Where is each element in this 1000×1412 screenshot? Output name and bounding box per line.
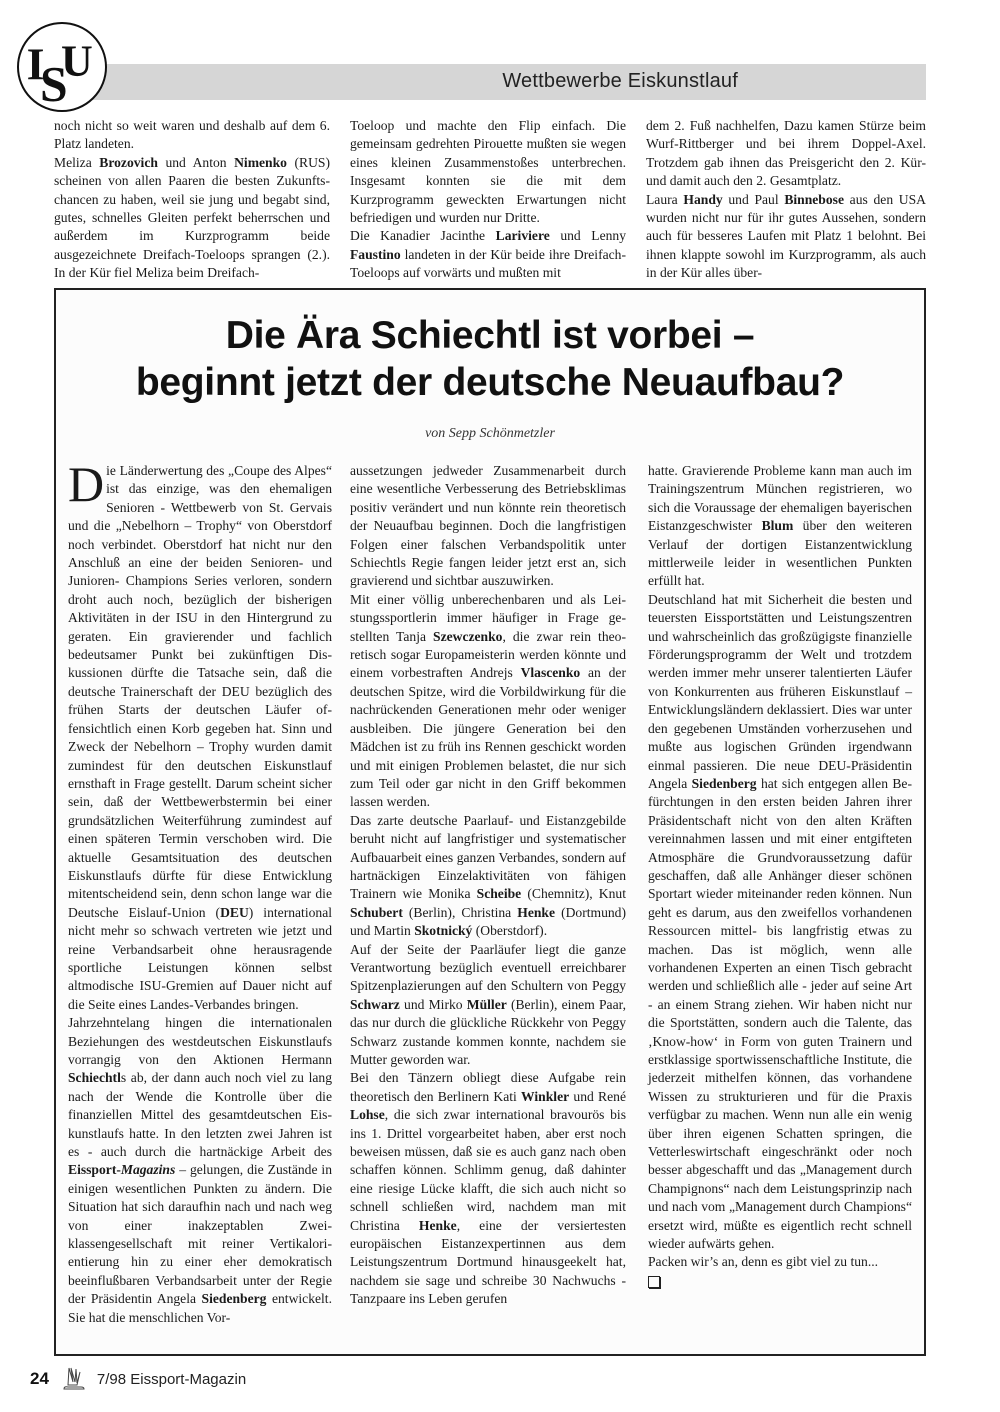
paragraph: hatte. Gravierende Probleme kann man auch im Trainingszentrum München registrieren, wo sich die Voraussage der ehemaligen bayerischen Eistanzgeschwister Blum über den weiteren Verlauf der dortigen Eistanzentwicklung mittlerweile leider in wesentlichen Punkten erfüllt hat.: [648, 463, 912, 589]
top-column-3: [646, 117, 926, 283]
section-header-bar: [62, 64, 926, 100]
paragraph: noch nicht so weit waren und deshalb auf dem 6. Platz landeten.: [54, 118, 330, 152]
paragraph: Deutschland hat mit Sicherheit die besten und teuersten Eissportstätten und Leistungszentren und wahrscheinlich das großzügigste finanzielle Förderungsprogramm der Welt und trotzdem werden immer mehr unserer talentierten Läufer von Konkurrenten aus früheren Eiskunstlauf – Entwicklungsländern deklassiert. Dies war unter den gegebenen Umständen vorherzusehen und mußte aus logischen Gründen irgendwann einmal passieren. Die neue DEU-Präsidentin Angela Siedenberg hat sich entgegen allen Befürchtungen in den ersten beiden Jahren ihrer Präsidentschaft nicht von den alten Kräften vereinnahmen lassen und mit einer entgifteten Atmosphäre die Grundvoraussetzung dafür geschaffen, daß alle Anhänger dieser schönen Sportart wieder miteinander reden können. Nun geht es darum, aus den zweifellos vorhandenen Ressourcen mittel- bis langfristig etwas zu machen. Das ist möglich, wenn alle vorhandenen Experten an einen Tisch gebracht werden und schließlich alle - jeder auf seine Art - an einem Strang ziehen. Wir haben nicht nur die Sportstätten, sondern auch die Talente, das ‚Know-how‘ in Form von guten Trainern und erstklassige sportwissenschaftliche Institute, die jederzeit mithelfen können, das vorhandene Wissen zu strukturieren und für die Praxis verfügbar zu machen. Wenn nun alle ein wenig über ihren eigenen Schatten springen, die Vetterleswirtschaft eingeschränkt oder noch besser abgeschafft und das „Management durch Champignons“ nach dem Leistungsprinzip nach und nach vom „Management durch Champions“ ersetzt wird, müßte es eigentlich recht schnell wieder aufwärts gehen.: [648, 591, 912, 1252]
previous-article-continuation: [54, 117, 926, 289]
article-column-1-body: [68, 456, 333, 1327]
article-column-2: [350, 462, 626, 1309]
article-box: [54, 288, 926, 1356]
article-column-3-body: [648, 462, 912, 1272]
paragraph: Jahrzehntelang hingen die internationalen Beziehungen des westdeutschen Eiskunstlaufs vorrangig von den Aktionen Hermann Schiechtls ab, der dann auch noch viel zu lang nach der Wende die Kontrolle über die finanziellen Mittel des gesamtdeutschen Eiskunstlaufs hatte. In den letzten zwei Jahren ist es - auch durch die hartnäckige Arbeit des Eissport-Magazins – gelungen, die Zustände in einigen wesentlichen Punkten zu ändern. Die Situation hat sich daraufhin nach und nach weg von einer inakzeptablen Zweiklassengesellschaft mit reiner Vertikalorientierung hin zu einer eher demokratisch beeinflußbaren Verbandsarbeit unter der Regie der Präsidentin Angela Siedenberg entwickelt. Sie hat die menschlichen Vor-: [68, 1015, 332, 1325]
paragraph: Packen wir’s an, denn es gibt viel zu tun...: [648, 1254, 879, 1270]
paragraph: ie Länderwertung des „Coupe des Alpes“ ist das einzige, was den ehemaligen Senioren - Wettbewerb von St. Gervais und die „Nebelhorn – Trophy“ von Oberstdorf noch verbindet. Oberstdorf hat nicht nur den Anschluß an eine der beiden Senioren- und Junioren- Champions Series verloren, sondern droht auch noch, bezüglich der bisherigen Aktivitäten in der ISU in den Hintergrund zu geraten. Ein gravierender und fachlich bedeutsamer Punkt bei zukünftigen Diskussionen dürfte die Tatsache sein, daß die deutsche Trainerschaft der DEU bezüglich des frühen Starts der deutschen Läufer offensichtlich einen Korb gegeben hat. Sinn und Zweck der Nebelhorn – Trophy wurden damit zumindest für den deutschen Eiskunstlauf ernsthaft in Frage gestellt. Darum scheint sicher sein, daß der Wettbewerbstermin bei einer grundsätzlichen Weiterführung zumindest auf einen späteren Termin verschoben wird. Die aktuelle Gesamtsituation des deutschen Eiskunstlaufs dürfte für diese Entwicklung mitentscheidend sein, denn schon lange war die Deutsche Eislauf-Union (DEU) international nicht mehr so schwach vertreten wie jetzt und reine Verbandsarbeit ohne herausragende sportliche Leistungen können selbst altmodische ISU-Gremien auf Dauer nicht auf die Seite eines Landes-Verbandes bringen.: [68, 463, 333, 1012]
article-byline: von Sepp Schönmetzler: [425, 426, 555, 441]
isu-logo-icon: [19, 24, 105, 110]
paragraph: aussetzungen jedweder Zusammenarbeit durch eine wesentliche Verbesserung des Betriebsklimas positiv verändert und nun könnte rein theoretisch der Neuaufbau beginnen. Doch die langfristigen Folgen einer falschen Verbandspolitik unter Schiechtls Regie fangen leider jetzt erst an, sich gravierend und sichtbar auszuwirken.: [350, 463, 626, 589]
section-title: Wettbewerbe Eiskunstlauf: [502, 70, 738, 92]
headline-line-1: Die Ära Schiechtl ist vorbei –: [225, 314, 755, 357]
headline-line-2: beginnt jetzt der deutsche Neuaufbau?: [135, 361, 845, 404]
paragraph: Bei den Tänzern obliegt diese Aufgabe rein theoretisch den Berlinern Kati Winkler und René Lohse, die sich zwar international bravourös bis ins 1. Drittel vorgearbeitet haben, aber erst noch beweisen müssen, daß sie es auch ganz nach oben schaffen können. Schlimm genug, daß dahinter eine riesige Lücke klafft, die sich auch nicht so schnell schließen wird, nachdem man mit Christina Henke, eine der versiertesten europäischen Eistanzexpertinnen aus dem Leistungszentrum Dortmund hinausgeekelt hat, nachdem sie sage und schreibe 30 Nachwuchs - Tanzpaare ins Leben gerufen: [350, 1070, 626, 1307]
article-column-3: [648, 462, 912, 1290]
paragraph: Die Kanadier Jacinthe Lariviere und Lenny Faustino landeten in der Kür beide ihre Dreifach-Toeloops auf vorwärts und mußten mit: [350, 228, 626, 281]
top-column-2: [350, 117, 626, 283]
issue-label: 7/98 Eissport-Magazin: [96, 1370, 247, 1388]
page-footer: [30, 1364, 246, 1394]
paragraph: Toeloop und machte den Flip einfach. Die gemeinsam gedrehten Pirouette mußten sie wegen eines kleinen Zusammenstoßes unterbrechen. Insgesamt konnten sie die mit dem Kurzprogramm geweckten Erwartungen nicht befriedigen und wurden nur Dritte.: [350, 118, 626, 226]
paragraph: Meliza Brozovich und Anton Nimenko (RUS) scheinen von allen Paaren die besten Zukunftschancen zu haben, weil sie jung und begabt sind, gutes, schnelles Gleiten perfekt beherrschen und außerdem im Kurzprogramm beide ausgezeichnete Dreifach-Toeloops sprangen (2.). In der Kür fiel Meliza beim Dreifach-: [54, 154, 330, 281]
article-headline: [56, 312, 924, 406]
drop-cap: D: [68, 456, 105, 512]
page-number: 24: [30, 1369, 49, 1388]
svg-text:I: I: [26, 38, 45, 90]
paragraph: Auf der Seite der Paarläufer liegt die ganze Verantwortung bezüglich eventuell erreichbarer Spitzenplazierungen auf den Schultern von Peggy Schwarz und Mirko Müller (Berlin), einem Paar, das nur durch die glückliche Rückkehr von Peggy Schwarz zustande kommen konnte, nachdem sie Mutter geworden war.: [350, 941, 626, 1067]
skater-icon: [59, 1364, 89, 1394]
isu-logo: [17, 22, 107, 112]
paragraph: Mit einer völlig unberechenbaren und als Leistungssportlerin immer häufiger in Frage gestellten Tanja Szewczenko, die zwar rein theoretisch sogar Europameisterin werden könnte und einem vorbestraften Andrejs Vlascenko an der deutschen Spitze, wird die Vorbildwirkung für die nachrückenden Generationen mehr oder weniger ausbleiben. Die jüngere Generation bei den Mädchen ist zu früh ins Rennen geschickt worden und mit einigen Problemen belastet, die nur sich zum Teil oder gar nicht in den Griff bekommen lassen werden.: [350, 591, 626, 810]
svg-text:U: U: [61, 36, 93, 86]
paragraph: Das zarte deutsche Paarlauf- und Eistanzgebilde beruht nicht auf langfristiger und systematischer Aufbauarbeit eines ganzen Verbandes, sondern auf hartnäckigen Einzelaktivitäten von fähigen Trainern wie Monika Scheibe (Chemnitz), Knut Schubert (Berlin), Christina Henke (Dortmund) und Martin Skotnický (Oberstdorf).: [350, 812, 627, 939]
article-column-1: [68, 456, 333, 1327]
paragraph: dem 2. Fuß nachhelfen, Dazu kamen Stürze beim Wurf-Rittberger und bei ihrem Doppel-Axel. Trotzdem gab ihnen das Preisgericht den 2. Kür- und damit auch den 2. Gesamtplatz.: [646, 118, 926, 189]
top-column-1: [54, 117, 330, 283]
end-of-article-icon: [648, 1276, 660, 1288]
svg-text:S: S: [40, 56, 68, 110]
paragraph: Laura Handy und Paul Binnebose aus den USA wurden nicht nur für ihr gutes Aussehen, sondern auch für besseres Laufen mit Platz 1 belohnt. Bei ihnen klappte sowohl im Kurzprogramm, als auch in der Kür alles über-: [646, 191, 927, 281]
